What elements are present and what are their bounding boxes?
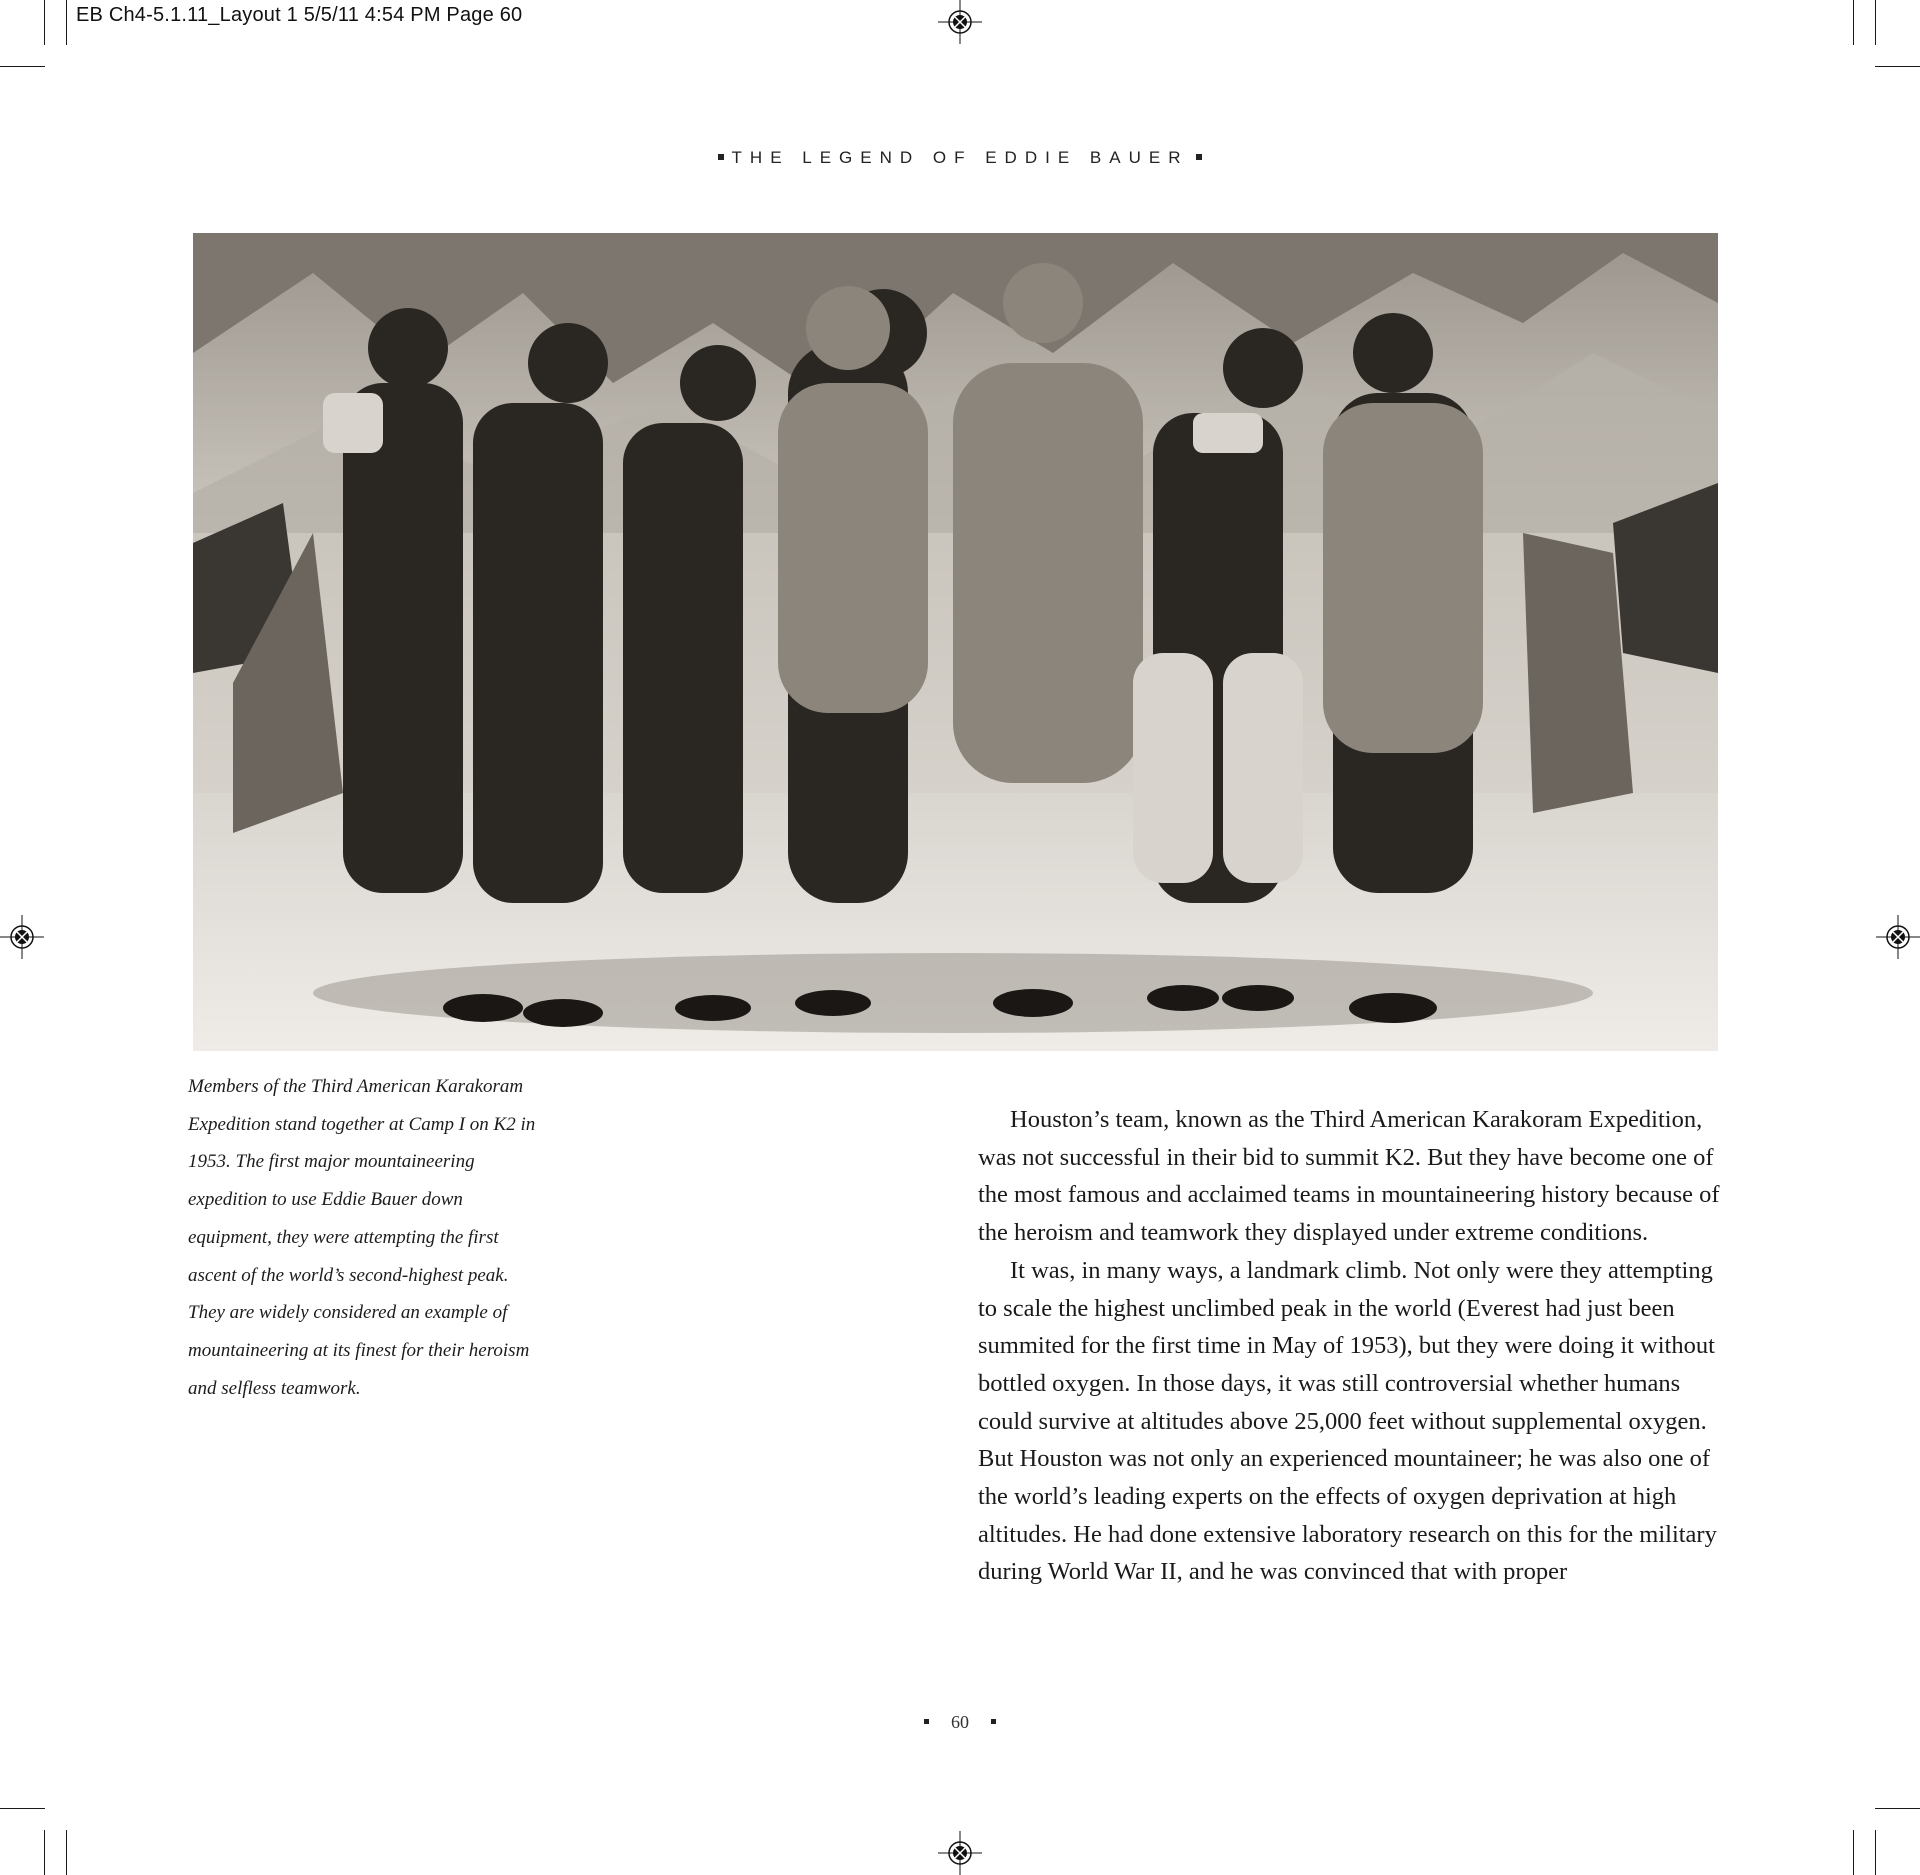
crop-mark bbox=[66, 1830, 67, 1875]
registration-mark-icon bbox=[0, 915, 44, 959]
bullet-square-icon bbox=[1196, 154, 1202, 160]
running-head-title: THE LEGEND OF EDDIE BAUER bbox=[731, 148, 1189, 167]
running-head bbox=[0, 148, 1920, 168]
photo-caption: Members of the Third American Karakoram Expedition stand together at Camp I on K2 in 1953. The first major mountaineering expedition to use Eddie Bauer down equipment, they were attempting the first ascent of the world’s second-highest peak. They are widely considered an example of mountaineering at its finest for their heroism and selfless teamwork. bbox=[188, 1076, 536, 1399]
crop-mark bbox=[1875, 1830, 1876, 1875]
bullet-square-icon bbox=[924, 1719, 929, 1724]
crop-mark bbox=[1875, 66, 1920, 67]
crop-mark bbox=[1853, 0, 1854, 45]
page-number-value: 60 bbox=[951, 1712, 969, 1732]
crop-mark bbox=[44, 0, 45, 45]
registration-mark-icon bbox=[938, 1831, 982, 1875]
bullet-square-icon bbox=[991, 1719, 996, 1724]
body-paragraph: It was, in many ways, a landmark climb. Not only were they attempting to scale the highest unclimbed peak in the world (Everest had just been summited for the first time in May of 1953), but they were doing it without bottled oxygen. In those days, it was still controversial whether humans could survive at altitudes above 25,000 feet without supplemental oxygen. But Houston was not only an experienced mountaineer; he was also one of the world’s leading experts on the effects of oxygen deprivation at high altitudes. He had done extensive laboratory research on this for the military during World War II, and he was convinced that with proper bbox=[978, 1256, 1717, 1586]
page-number bbox=[0, 1712, 1920, 1733]
crop-mark bbox=[66, 0, 67, 45]
crop-mark bbox=[44, 1830, 45, 1875]
registration-mark-icon bbox=[938, 0, 982, 44]
registration-mark-icon bbox=[1876, 915, 1920, 959]
crop-mark bbox=[1875, 1808, 1920, 1809]
crop-mark bbox=[1853, 1830, 1854, 1875]
expedition-photo bbox=[193, 233, 1718, 1051]
body-paragraph: Houston’s team, known as the Third American Karakoram Expedition, was not successful in their bid to summit K2. But they have become one of the most famous and acclaimed teams in mountaineering history because of the heroism and teamwork they displayed under extreme conditions. bbox=[978, 1106, 1720, 1247]
crop-mark bbox=[0, 66, 45, 67]
bullet-square-icon bbox=[718, 154, 724, 160]
expedition-group-photo-icon bbox=[193, 233, 1718, 1051]
crop-mark bbox=[0, 1808, 45, 1809]
crop-mark bbox=[1875, 0, 1876, 45]
print-slug: EB Ch4-5.1.11_Layout 1 5/5/11 4:54 PM Page 60 bbox=[76, 4, 523, 26]
body-text bbox=[978, 1101, 1738, 1591]
